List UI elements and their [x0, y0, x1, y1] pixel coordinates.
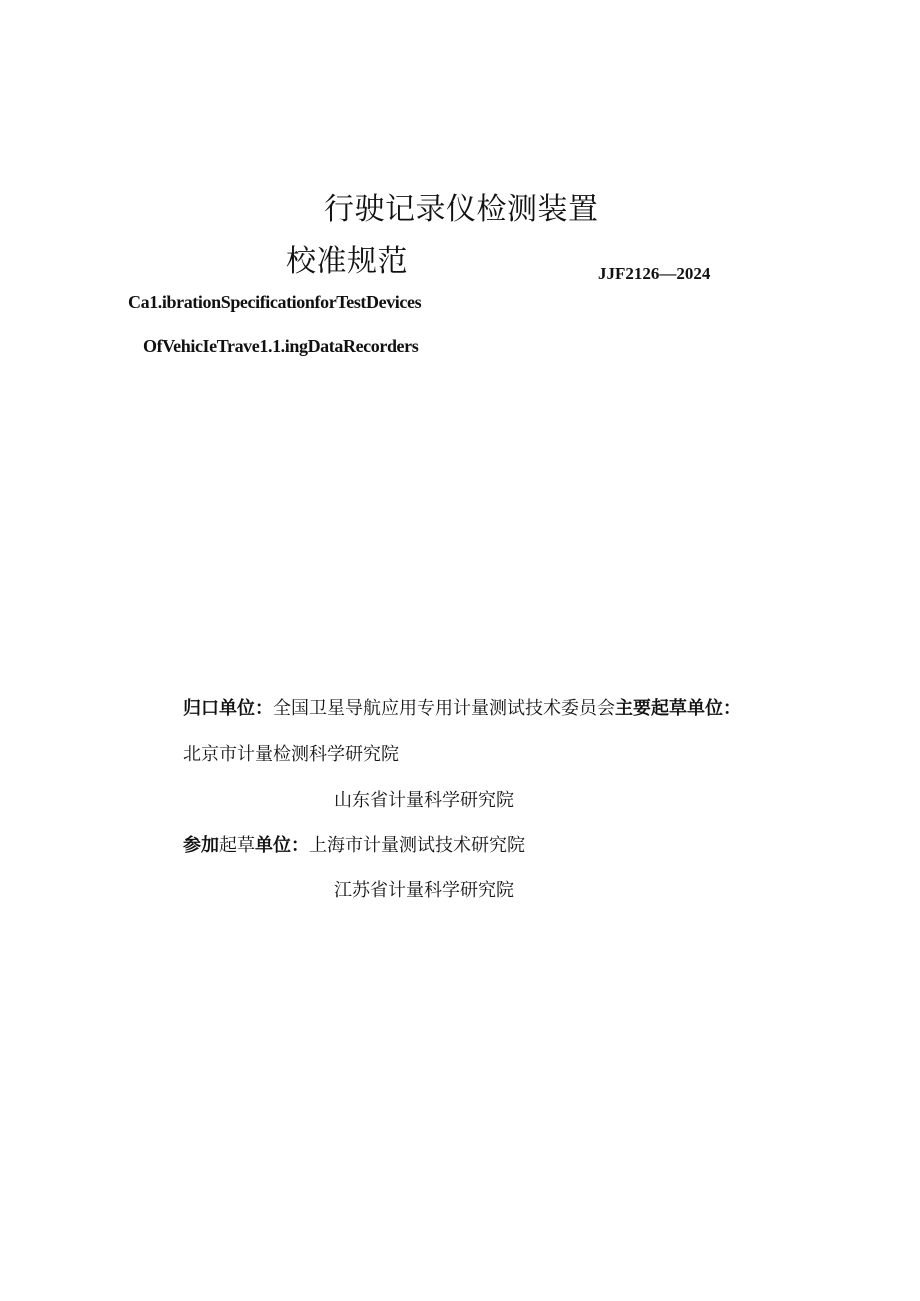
participating-label-suffix: 单位：	[255, 835, 309, 856]
main-drafting-unit-1: 北京市计量检测科学研究院	[183, 744, 399, 765]
main-drafting-unit-2: 山东省计量科学研究院	[334, 790, 514, 811]
english-title-line-1: Ca1.ibrationSpecificationforTestDevices	[128, 292, 422, 312]
responsible-unit-label: 归口单位：	[183, 698, 273, 719]
title-line-1: 行驶记录仪检测装置	[324, 192, 599, 227]
main-drafting-label: 主要起草单位：	[615, 698, 741, 719]
participating-label-middle: 起草	[219, 835, 255, 856]
responsible-unit-line	[183, 694, 741, 720]
participating-unit-2: 江苏省计量科学研究院	[334, 880, 514, 901]
participating-label-prefix: 参加	[183, 835, 219, 856]
standard-code: JJF2126—2024	[598, 264, 711, 283]
participating-unit-line	[183, 831, 525, 857]
english-title-line-2: OfVehicIeTrave1.1.ingDataRecorders	[143, 336, 419, 356]
responsible-unit-value: 全国卫星导航应用专用计量测试技术委员会	[273, 698, 615, 719]
title-line-2: 校准规范	[286, 244, 408, 279]
participating-unit-1: 上海市计量测试技术研究院	[309, 835, 525, 856]
